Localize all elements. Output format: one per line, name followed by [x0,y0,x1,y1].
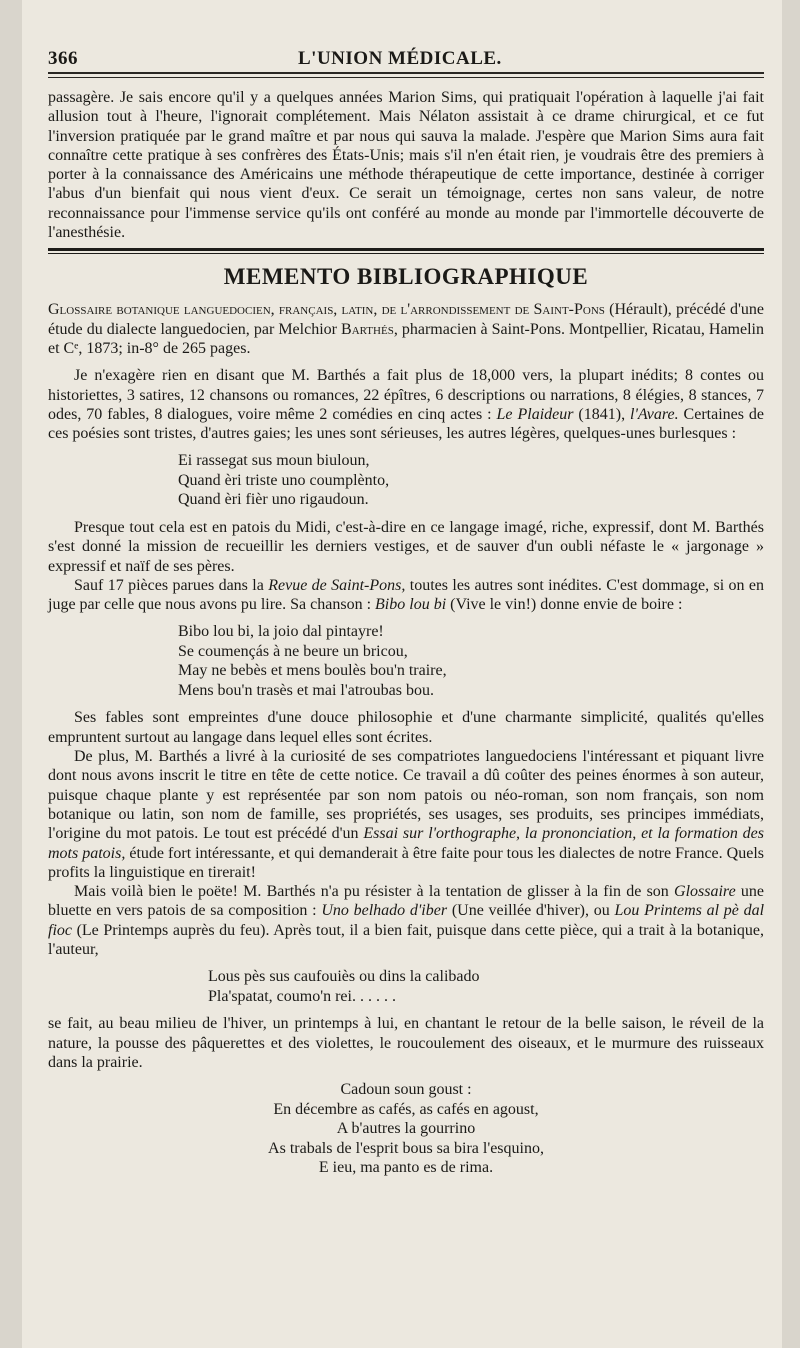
page-header [48,48,764,74]
verse-line: Lous pès sus caufouiès ou dins la calibado [208,968,480,986]
paragraph-7: se fait, au beau milieu de l'hiver, un printemps à lui, en chantant le retour de la belle saison, le réveil de la nature, la pousse des pâquerettes et des violettes, le roucoulement des oiseaux, et le murmure des ruisseaux dans la prairie. [48,1015,764,1071]
poem-title-printems: Lou Printems al pè dal fioc [48,902,765,939]
work-title-plaideur: Le Plaideur [496,405,574,423]
paragraph-5 [48,747,764,882]
entry-title: Glossaire botanique languedocien, français, latin, de l'arrondissement de Saint-Pons [48,301,605,319]
glossaire-title: Glossaire [674,883,736,901]
paragraph-6-text-b: une bluette en vers patois de sa composition : [48,883,764,920]
paragraph-4: Ses fables sont empreintes d'une douce philosophie et d'une charmante simplicité, qualités qu'elles empruntent surtout au langage dans lequel elles sont écrites. [48,709,764,746]
verse-line: Pla'spatat, coumo'n rei. . . . . . [208,987,396,1005]
paragraph-2: Presque tout cela est en patois du Midi, c'est-à-dire en ce langage imagé, riche, expressif, dont M. Barthés s'est donné la mission de recueillir les derniers vestiges, et de sauver d'un oubli néfaste le « jargonage » expressif et naïf de ses pères. [48,518,764,575]
journal-title: L'UNION MÉDICALE. [298,48,502,69]
verse-line: Se coumençás à ne beure un bricou, [178,642,408,660]
verse-4 [48,1080,764,1178]
verse-2 [178,622,764,700]
section-title: MEMENTO BIBLIOGRAPHIQUE [223,264,589,290]
verse-line: Ei rassegat sus moun biuloun, [178,452,370,470]
paragraph-3-text-b: toutes les autres sont inédites. C'est dommage, si on en juge par celle que nous avons pu lire. Sa chanson : [48,576,765,614]
paragraph-3-text-c: (Vive le vin!) donne envie de boire : [446,596,683,614]
paragraph-5-text-a: De plus, M. Barthés a livré à la curiosité de ses compatriotes languedociens l'intéressant et piquant livre dont nous avons inscrit le titre en tête de cette notice. Ce travail a dû coûter des peines énormes à son auteur, puisque chaque plante y est représentée par son nom patois ou néo-roman, son nom français, son nom botanique ou latin, son nom de famille, ses propriétés, ses usages, ses produits, ses principes immédiats, l'origine du mot patois. Le tout est précédé d'un [48,748,764,843]
verse-line: Cadoun soun goust : [340,1081,472,1099]
paragraph-3 [48,576,764,615]
verse-line: Mens bou'n trasès et mai l'atroubas bou. [178,681,434,699]
verse-line: May ne bebès et mens boulès bou'n traire, [178,662,447,680]
paragraph-1-text-b: (1841), [573,405,631,423]
intro-paragraph: passagère. Je sais encore qu'il y a quelques années Marion Sims, qui pratiquait l'opération à laquelle j'ai fait allusion tout à l'heure, l'ignorait complétement. Mais Nélaton assistait à ce drame chirurgical, et ce fut l'inversion pratiquée par le grand maître et par nous qui sauva la malade. J'espère que Marion Sims aura fait connaître cette pratique à ses confrères des États-Unis; mais s'il n'en était rien, je voudrais être des premiers à porter à la connaissance des Américains une méthode thérapeutique de cette importance, destinée à corriger l'abus d'un bienfait qui nous vient d'eux. Ce serait un témoignage, certes non sans valeur, de notre reconnaissance pour l'immense service qu'ils ont conféré au monde au monde par l'immortelle découverte de l'anesthésie. [48,89,764,242]
paragraph-6-text-c: (Une veillée d'hiver), ou [447,902,615,920]
essay-title: Essai sur l'orthographe, la prononciation, et la formation des mots patois, [48,825,764,862]
verse-line: Quand èri fièr uno rigaudoun. [178,491,369,509]
verse-line: En décembre as cafés, as cafés en agoust, [273,1100,539,1118]
paragraph-1-text-c: Certaines de ces poésies sont tristes, d'autres gaies; les unes sont sérieuses, les autres légères, quelques-unes burlesques : [48,405,765,443]
section-divider [48,248,764,254]
verse-line: Quand èri triste uno coumplènto, [178,471,390,489]
book-page [22,0,782,1348]
paragraph-6 [48,882,764,959]
header-rule [48,74,764,78]
paragraph-1-text-a: Je n'exagère rien en disant que M. Barthés a fait plus de 18,000 vers, la plupart inédits; 8 contes ou historiettes, 3 satires, 12 chansons ou romances, 22 épîtres, 6 descriptions ou narrations, 8 élégies, 8 stances, 7 odes, 70 fables, 8 dialogues, voire même 2 comédies en cinq actes : [48,367,764,423]
entry-author: Barthés [341,320,394,338]
paragraph-6-text-a: Mais voilà bien le poëte! M. Barthés n'a pu résister à la tentation de glisser à la fin de son [74,883,675,901]
entry-title-rest: (Hérault), précédé d'une étude du dialecte languedocien, par Melchior [48,301,764,338]
paragraph-5-text-b: étude fort intéressante, et qui demanderait à être faite pour tous les dialectes de notre France. Quels profits la linguistique en tirerait! [48,844,764,881]
verse-line: E ieu, ma panto es de rima. [318,1159,494,1177]
page-number: 366 [48,48,78,69]
song-title: Bibo lou bi [375,596,447,614]
journal-title-revue: Revue de Saint-Pons, [268,576,406,594]
poem-title-belhado: Uno belhado d'iber [321,902,448,920]
verse-line: As trabals de l'esprit bous sa bira l'esquino, [268,1139,544,1157]
paragraph-3-text-a: Sauf 17 pièces parues dans la [74,576,269,594]
work-title-avare: l'Avare. [630,405,679,423]
verse-3 [208,967,764,1006]
verse-1 [178,451,764,510]
paragraph-6-text-d: (Le Printemps auprès du feu). Après tout, il a bien fait, puisque dans cette pièce, qui a trait à la botanique, l'auteur, [48,921,764,958]
entry-publication: , pharmacien à Saint-Pons. Montpellier, Ricatau, Hamelin et Cᵉ, 1873; in-8° de 265 pages. [48,320,764,357]
verse-line: Bibo lou bi, la joio dal pintayre! [178,623,384,641]
bibliographic-entry [48,300,764,358]
paragraph-1 [48,366,764,443]
verse-line: A b'autres la gourrino [336,1120,476,1138]
